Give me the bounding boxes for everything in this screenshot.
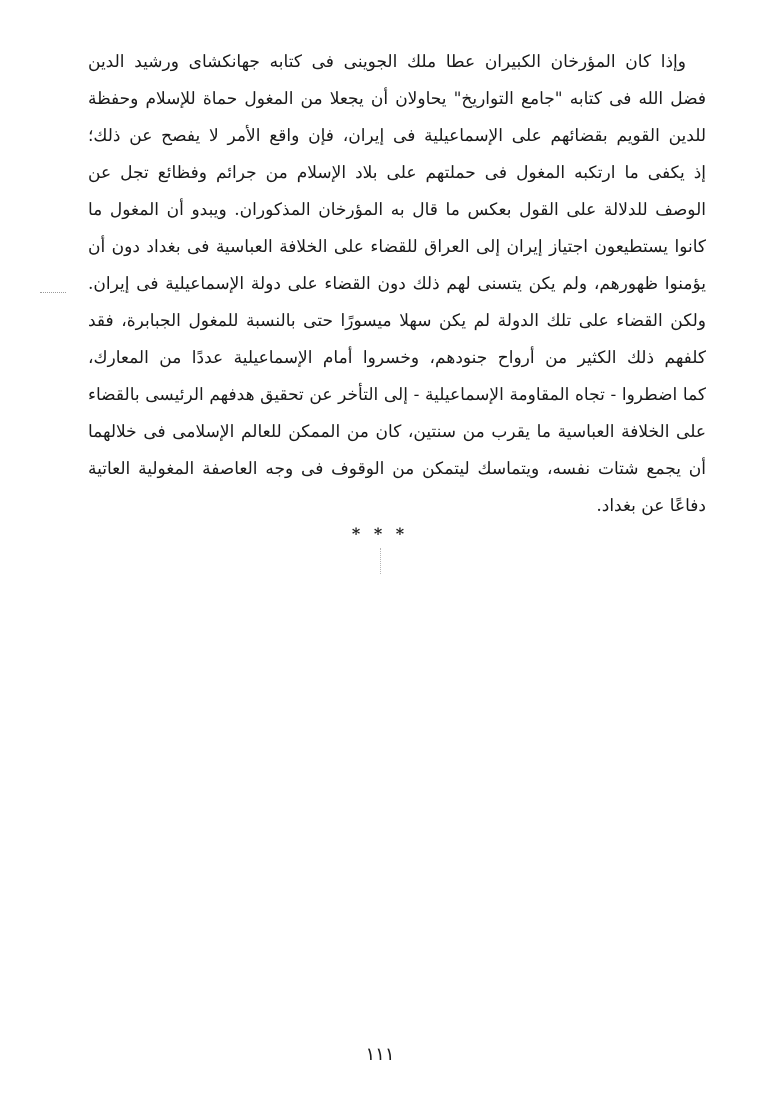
margin-scan-mark <box>40 292 66 293</box>
text-line: الوصف للدلالة على القول بعكس ما قال به المؤرخان المذكوران. ويبدو أن المغول ما <box>88 200 706 220</box>
text-line: وإذا كان المؤرخان الكبيران عطا ملك الجوينى فى كتابه جهانكشاى ورشيد الدين <box>88 52 686 72</box>
section-separator: * * * <box>351 524 409 543</box>
scan-artifact <box>380 548 381 574</box>
text-line-last: دفاعًا عن بغداد. <box>596 496 706 516</box>
text-line: على الخلافة العباسية ما يقرب من سنتين، كان من الممكن للعالم الإسلامى فى خلالهما <box>88 422 706 442</box>
text-line: كانوا يستطيعون اجتياز إيران إلى العراق للقضاء على الخلافة العباسية فى بغداد دون أن <box>88 237 706 257</box>
text-line: إذ يكفى ما ارتكبه المغول فى حملتهم على بلاد الإسلام من جرائم وفظائع تجل عن <box>88 163 706 183</box>
text-line: أن يجمع شتات نفسه، ويتماسك ليتمكن من الوقوف فى وجه العاصفة المغولية العاتية <box>88 459 706 479</box>
body-paragraph <box>88 44 706 525</box>
text-line: كما اضطروا - تجاه المقاومة الإسماعيلية - إلى التأخر عن تحقيق هدفهم الرئيسى بالقضاء <box>88 385 706 405</box>
page-number: ١١١ <box>365 1044 395 1065</box>
text-line: فضل الله فى كتابه "جامع التواريخ" يحاولان أن يجعلا من المغول حماة للإسلام وحفظة <box>88 89 706 109</box>
text-line: كلفهم ذلك الكثير من أرواح جنودهم، وخسروا أمام الإسماعيلية عددًا من المعارك، <box>88 348 706 368</box>
text-line: للدين القويم بقضائهم على الإسماعيلية فى إيران، فإن واقع الأمر لا يفصح عن ذلك؛ <box>88 126 706 146</box>
text-line: ولكن القضاء على تلك الدولة لم يكن سهلا ميسورًا حتى بالنسبة للمغول الجبابرة، فقد <box>88 311 706 331</box>
text-line: يؤمنوا ظهورهم، ولم يكن يتسنى لهم ذلك دون القضاء على دولة الإسماعيلية فى إيران. <box>88 274 706 294</box>
